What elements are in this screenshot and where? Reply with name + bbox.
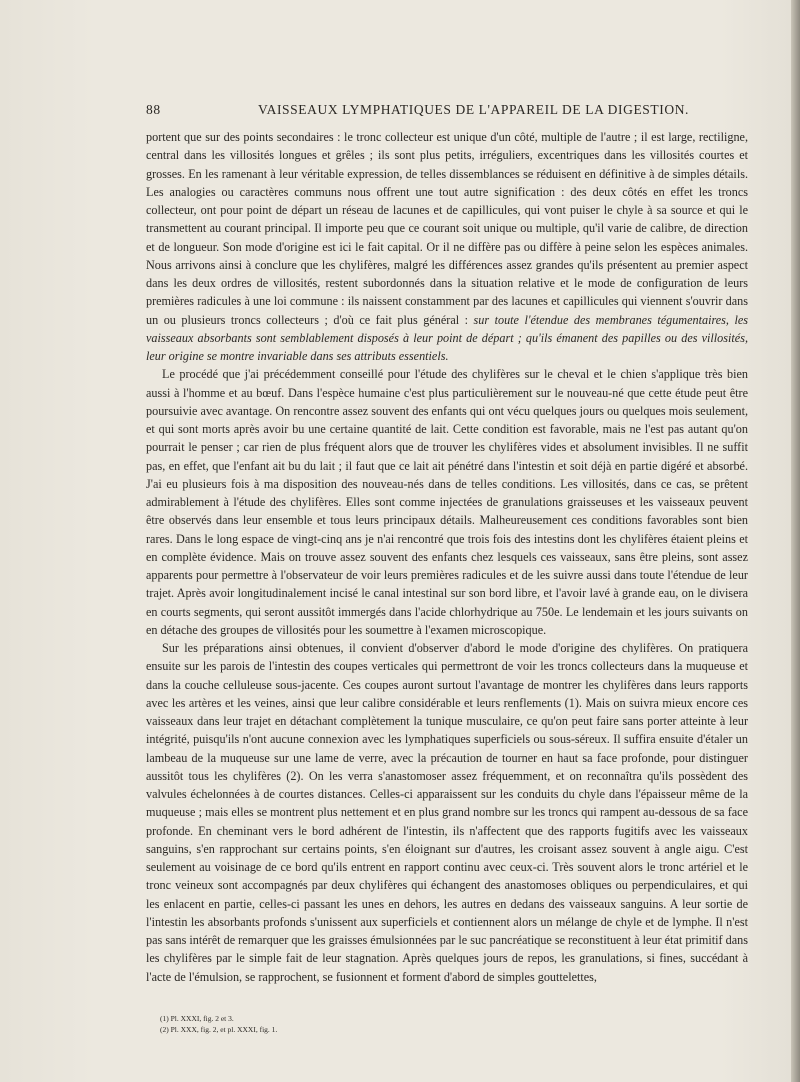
page-number: 88 [146,102,161,117]
footnotes [160,1013,560,1035]
body-text [146,128,748,986]
paragraph-1-run-1: portent que sur des points secondaires : le tronc collecteur est unique d'un côté, multiple de l'autre ; il est large, rectiligne, central dans les villosités longues et grêles ; ils sont plus petits, irréguliers, excentriques dans les villosités courtes et grosses. En les ramenant à leur véritable expression, de telles dissemblances se réduisent en définitive à de simples détails. Les analogies ou caractères communs nous offrent une tout autre signification : des deux côtés en effet les troncs collecteur, ont pour point de départ un réseau de lacunes et de capillicules, qui vont puiser le chyle à sa source et qui le transmettent au courant principal. Il importe peu que ce courant soit unique ou multiple, qu'il varie de calibre, de direction et de longueur. Son mode d'origine est ici le fait capital. Or il ne diffère pas ou diffère à peine selon les espèces animales. Nous arrivons ainsi à conclure que les chylifères, malgré les différences assez grandes qu'ils présentent au premier aspect dans les deux ordres de villosités, restent subordonnés dans la situation relative et le mode de configuration de leurs premières radicules à une loi commune : ils naissent constamment par des lacunes et capillicules qui viennent s'ouvrir dans un ou plusieurs troncs collecteurs ; d'où ce fait plus général : [146,130,748,327]
running-title: VAISSEAUX LYMPHATIQUES DE L'APPAREIL DE LA DIGESTION. [258,102,690,117]
paragraph-1 [146,128,748,365]
paragraph-1-italic-conclusion: sur toute l'étendue des membranes tégumentaires, les vaisseaux absorbants sont semblablement disposés à leur point de départ ; qu'ils émanent des papilles ou des villosités, leur origine se montre invariable dans ses attributs essentiels. [146,312,749,363]
page-header [146,102,746,122]
paragraph-3 [146,639,748,986]
paragraph-3-run-1: Sur les préparations ainsi obtenues, il convient d'observer d'abord le mode d'origine des chylifères. On pratiquera ensuite sur les parois de l'intestin des coupes verticales qui permettront de voir les troncs collecteurs dans la muqueuse et dans la couche celluleuse sous-jacente. Ces coupes auront surtout l'avantage de montrer les chylifères dans leurs rapports avec les artères et les veines, ainsi que leur calibre considérable et leurs renflements (1). Mais on suivra mieux encore ces vaisseaux dans leur trajet en détachant complètement la tunique musculaire, ce qu'on peut faire sans porter atteinte à leur intégrité, puisqu'ils n'ont aucune connexion avec les lymphatiques superficiels ou sous-séreux. Il suffira ensuite d'étaler un lambeau de la muqueuse sur une lame de verre, avec la précaution de tourner en haut sa face profonde, pour distinguer aussitôt tous les chylifères (2). On les verra s'anastomoser assez fréquemment, et on reconnaîtra qu'ils possèdent des valvules échelonnées à de courtes distances. Celles-ci apparaissent sur les conduits du chyle dans l'épaisseur même de la muqueuse ; mais elles se montrent plus nettement et en plus grand nombre sur les troncs qui rampent au-dessous de sa face profonde. En cheminant vers le bord adhérent de l'intestin, ils n'affectent que des rapports fugitifs avec les vaisseaux sanguins, s'en rapprochant sur certains points, s'en éloignant sur d'autres, les croisant assez souvent à angle aigu. C'est seulement au voisinage de ce bord qu'ils entrent en rapport continu avec ceux-ci. Très souvent alors le tronc artériel et le tronc veineux sont accompagnés par deux chylifères qui échangent des anastomoses obliques ou perpendiculaires, et qui les enlacent en partie, celles-ci passant les unes en dehors, les autres en dedans des vaisseaux sanguins. A leur sortie de l'intestin les absorbants profonds s'unissent aux superficiels et contiennent alors un mélange de chyle et de lymphe. Il n'est pas sans intérêt de remarquer que les graisses émulsionnées par le suc pancréatique se reconstituent à leur état primitif dans les chylifères par le simple fait de leur stagnation. Après quelques jours de repos, les granulations, si fines, succédant à l'acte de l'émulsion, se rapprochent, se fusionnent et forment d'abord de simples gouttelettes, [146,641,748,984]
paragraph-2-run-1: Le procédé que j'ai précédemment conseillé pour l'étude des chylifères sur le cheval et le chien s'applique très bien aussi à l'homme et au bœuf. Dans l'espèce humaine c'est plus particulièrement sur le nouveau-né que cette étude peut être poursuivie avec avantage. On rencontre assez souvent des enfants qui ont vécu quelques jours ou quelques mois seulement, et qui sont morts après avoir bu une certaine quantité de lait. Cette condition est favorable, mais ne l'est pas autant qu'on pourrait le penser ; car rien de plus fréquent alors que de trouver les chylifères vides et absolument invisibles. Il ne suffit pas, en effet, que l'enfant ait bu du lait ; il faut que ce lait ait pénétré dans l'intestin et soit déjà en partie digéré et absorbé. J'ai eu plusieurs fois à ma disposition des nouveau-nés dans de telles conditions. Les villosités, dans ce cas, se prêtent admirablement à l'étude des chylifères. Elles sont comme injectées de granulations graisseuses et les vaisseaux peuvent être observés dans leur ensemble et tous leurs principaux détails. Malheureusement ces conditions favorables sont bien rares. Dans le long espace de vingt-cinq ans je n'ai rencontré que trois fois des intestins dont les chylifères étaient pleins et en complète évidence. Mais on trouve assez souvent des enfants chez lesquels ces vaisseaux, sans être pleins, sont assez apparents pour permettre à l'observateur de voir leurs premières radicules et de les suivre aussi dans toute l'étendue de leur trajet. Après avoir longitudinalement incisé le canal intestinal sur son bord libre, et l'avoir lavé à grande eau, on le divisera en courts segments, qui seront aussitôt immergés dans l'acide chlorhydrique au 750e. Le lendemain et les jours suivants on en détache des groupes de villosités pour les soumettre à l'examen microscopique. [146,367,748,637]
footnote-1: (1) Pl. XXXI, fig. 2 et 3. [160,1014,234,1023]
paragraph-2 [146,365,748,639]
footnote-2: (2) Pl. XXX, fig. 2, et pl. XXXI, fig. 1. [160,1025,278,1034]
page-edge [791,0,800,1082]
